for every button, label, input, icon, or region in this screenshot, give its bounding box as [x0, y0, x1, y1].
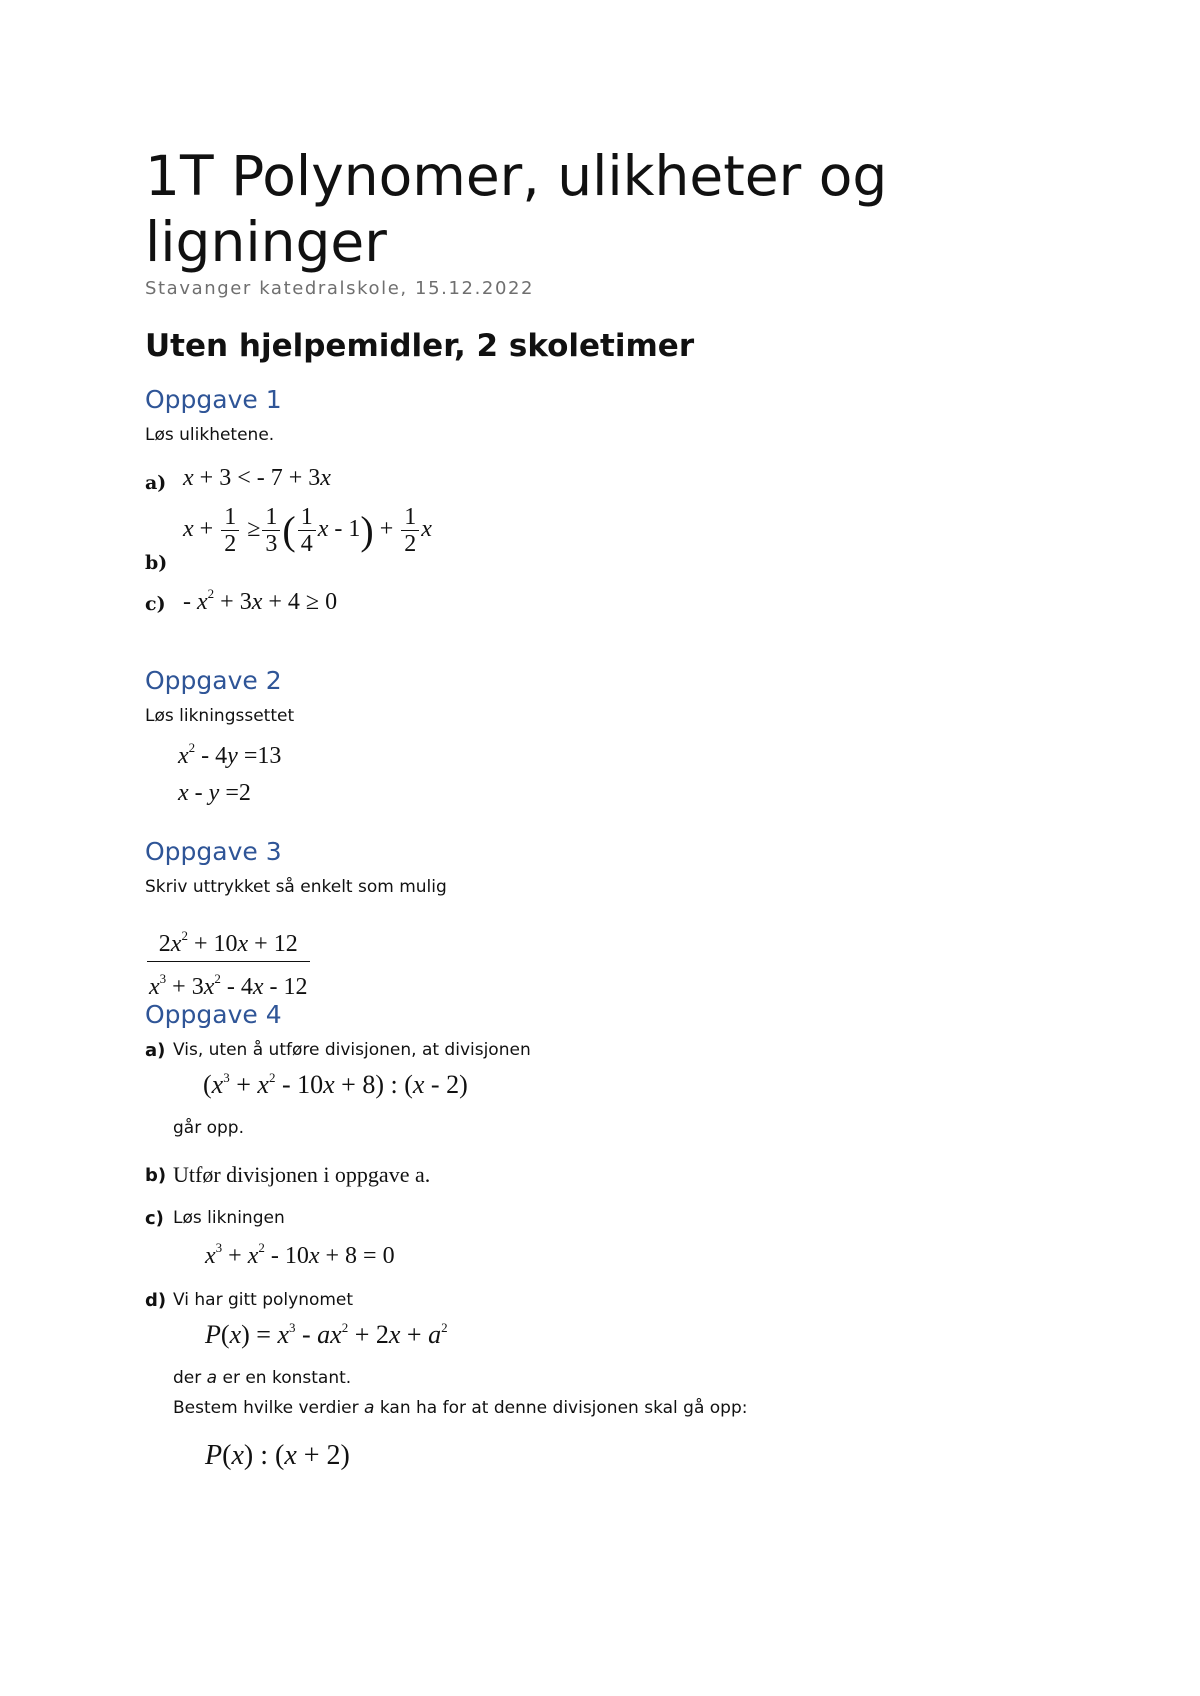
task4-d-bestem-2: kan ha for at denne divisjonen skal gå opp: [374, 1398, 748, 1418]
task2-heading: Oppgave 2 [145, 666, 282, 695]
task4-d-der-2: er en konstant. [217, 1368, 352, 1388]
task4-a-label: a) [145, 1040, 166, 1061]
task4-a-after: går opp. [173, 1118, 244, 1138]
task4-d-division: P(x) : (x + 2) [205, 1440, 350, 1471]
task1-b-expression: x + $\frac{1}{2}$ ≥ $\frac{1}{3}$ ( $\frac{1}{4}$ x - 1) + $\frac{1}{2}$ x [183, 504, 432, 557]
task4-d-label: d) [145, 1290, 167, 1311]
task1-intro: Løs ulikhetene. [145, 425, 275, 445]
task3-intro: Skriv uttrykket så enkelt som mulig [145, 877, 447, 897]
task4-d-bestem-1: Bestem hvilke verdier [173, 1398, 365, 1418]
document-subtitle: Stavanger katedralskole, 15.12.2022 [145, 278, 535, 299]
task4-a-expression: $(x^3 + x^2 - 10x + 8)$ : (x - 2) [203, 1070, 468, 1099]
task3-fraction: $\frac{2x^2 + 10x + 12}{x^3 + 3x^2 - 4x - 12}$ [147, 919, 310, 1004]
task3-heading: Oppgave 3 [145, 837, 282, 866]
document-title: 1T Polynomer, ulikheter og ligninger [145, 144, 888, 274]
task2-equation-2: x - y =2 [178, 780, 251, 806]
task4-c-label: c) [145, 1208, 164, 1229]
task4-c-equation: $x^3 + x^2 - 10x + 8 = 0$ [205, 1240, 395, 1269]
task1-heading: Oppgave 1 [145, 385, 282, 414]
section-heading: Uten hjelpemidler, 2 skoletimer [145, 328, 695, 364]
task4-d-polynomial: $P(x) = x^3 - ax^2 + 2x + a^2$ [205, 1320, 448, 1349]
task4-d-der-1: der [173, 1368, 207, 1388]
task1-c-expression: - $x^2 + 3x + 4 \ge 0$ [183, 586, 338, 615]
task2-equation-1: $x^2 - 4y =13$ [178, 740, 282, 769]
task1-a-label: a) [145, 472, 167, 494]
task4-d-constant-note [173, 1368, 351, 1388]
task1-a-expression: x + 3 < - 7 + 3x [183, 465, 331, 491]
task4-heading: Oppgave 4 [145, 1000, 282, 1029]
task4-d-variable: a [206, 1368, 218, 1388]
task4-d-text: Vi har gitt polynomet [173, 1290, 354, 1310]
task1-c-label: c) [145, 593, 166, 615]
task4-b-text: Utfør divisjonen i oppgave a. [173, 1162, 431, 1187]
task4-a-text: Vis, uten å utføre divisjonen, at divisjonen [173, 1040, 531, 1060]
task4-b-label: b) [145, 1165, 167, 1186]
task1-b-label: b) [145, 552, 168, 574]
task4-c-text: Løs likningen [173, 1208, 285, 1228]
task2-intro: Løs likningssettet [145, 706, 295, 726]
task4-d-variable-2: a [364, 1398, 375, 1418]
task4-d-question [173, 1398, 747, 1418]
